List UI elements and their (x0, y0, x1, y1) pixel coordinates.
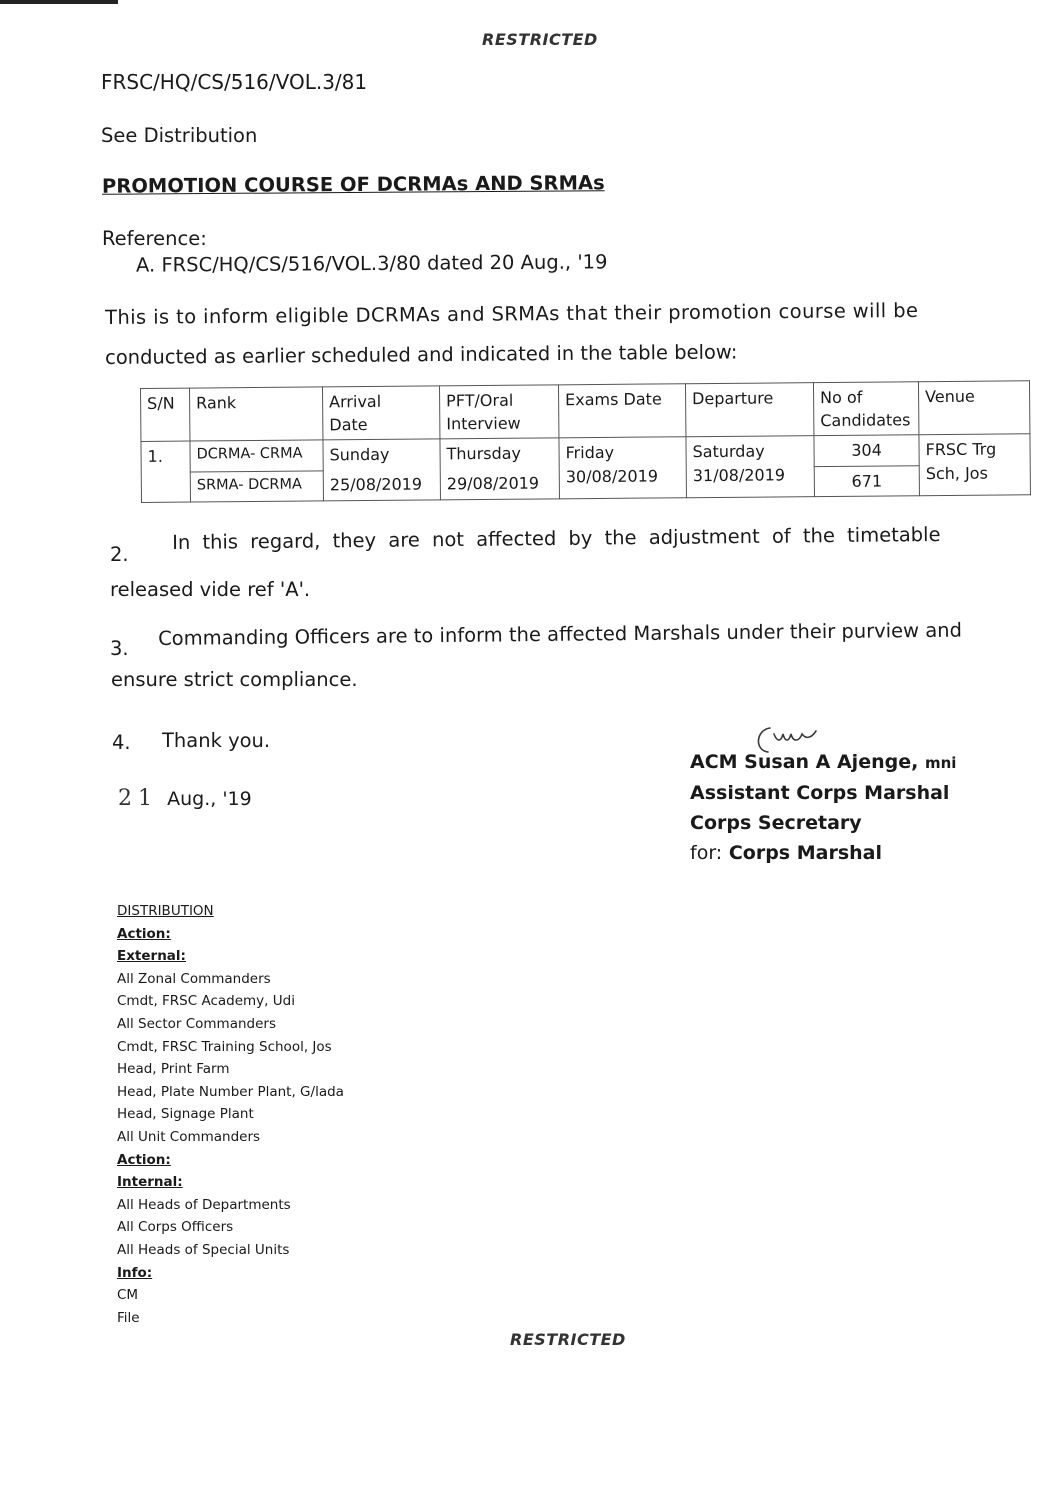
signatory-for-value: Corps Marshal (728, 842, 882, 864)
cell-sn: 1. (141, 441, 191, 502)
signatory-for-label: for: (690, 842, 723, 864)
cell-rank-1: DCRMA- CRMA (190, 440, 323, 471)
header-candidates (813, 382, 918, 436)
signatory-name: ACM Susan A Ajenge, (690, 751, 919, 773)
distribution-list (117, 900, 344, 1329)
cell-departure-date: 31/08/2019 (692, 464, 786, 485)
header-pft-line2: Interview (446, 413, 521, 434)
list-item: All Unit Commanders (117, 1128, 261, 1145)
table-header-row (141, 381, 1030, 442)
intro-line-2: conducted as earlier scheduled and indicated in the table below: (105, 340, 738, 369)
paragraph-4-number: 4. (112, 731, 131, 754)
cell-candidates-1: 304 (814, 435, 919, 466)
cell-exams-day: Friday (565, 443, 615, 463)
header-pft (439, 385, 558, 439)
signatory-name-line (690, 747, 956, 778)
cell-pft-date: 29/08/2019 (446, 473, 540, 493)
header-candidates-line1: No of (820, 387, 863, 408)
header-sn: S/N (141, 388, 190, 442)
distribution-info-label: Info: (117, 1264, 153, 1281)
cell-arrival (323, 439, 441, 500)
subject-heading: PROMOTION COURSE OF DCRMAs AND SRMAs (101, 171, 605, 198)
cell-departure (686, 436, 815, 497)
intro-line-1: This is to inform eligible DCRMAs and SRMAs that their promotion course will be (105, 298, 919, 329)
header-arrival (322, 386, 439, 440)
header-pft-line1: PFT/Oral (446, 390, 514, 411)
signatory-title: Corps Secretary (690, 812, 862, 834)
cell-arrival-date: 25/08/2019 (329, 474, 423, 494)
list-item: All Sector Commanders (117, 1015, 276, 1032)
paragraph-2-line-2: released vide ref 'A'. (110, 578, 311, 601)
paragraph-2-number: 2. (110, 543, 129, 566)
paragraph-3-line-2: ensure strict compliance. (111, 668, 358, 691)
header-arrival-line2: Date (329, 415, 368, 435)
header-arrival-line1: Arrival (329, 391, 382, 412)
header-classification: RESTRICTED (482, 30, 598, 49)
reference-number: FRSC/HQ/CS/516/VOL.3/81 (101, 70, 368, 94)
cell-pft (440, 438, 560, 499)
reference-label: Reference: (102, 227, 207, 250)
cell-exams-date: 30/08/2019 (565, 466, 659, 486)
paragraph-4-text: Thank you. (162, 729, 271, 752)
footer-classification: RESTRICTED (510, 1330, 626, 1349)
list-item: Head, Signage Plant (117, 1106, 254, 1123)
date-month-year: Aug., '19 (167, 788, 252, 810)
distribution-external-label: External: (117, 948, 186, 965)
signatory-for-line (690, 838, 956, 868)
list-item: CM (117, 1287, 139, 1304)
header-candidates-line2: Candidates (820, 410, 911, 431)
header-exams: Exams Date (558, 384, 685, 438)
cell-rank-2: SRMA- DCRMA (190, 470, 323, 501)
cell-pft-day: Thursday (446, 444, 522, 464)
cell-candidates-2: 671 (814, 465, 919, 496)
header-venue: Venue (918, 381, 1029, 435)
date-day-handwritten: 21 (118, 786, 158, 811)
list-item: All Heads of Departments (117, 1196, 291, 1213)
cell-venue (919, 434, 1031, 495)
list-item: All Zonal Commanders (117, 970, 271, 987)
list-item: Cmdt, FRSC Training School, Jos (117, 1038, 332, 1055)
distribution-title: DISTRIBUTION (117, 903, 214, 919)
list-item: Cmdt, FRSC Academy, Udi (117, 993, 295, 1010)
cell-venue-line1: FRSC Trg (925, 439, 997, 460)
signature-block (690, 747, 956, 868)
header-rank: Rank (190, 387, 323, 442)
scan-edge-mark (0, 0, 118, 4)
header-departure: Departure (685, 383, 813, 437)
distribution-internal-label: Internal: (117, 1174, 183, 1191)
distribution-action-label: Action: (117, 925, 171, 942)
cell-departure-day: Saturday (692, 441, 765, 462)
cell-venue-line2: Sch, Jos (925, 463, 988, 483)
list-item: All Corps Officers (117, 1219, 234, 1236)
letter-date (118, 786, 252, 811)
paragraph-3-number: 3. (110, 637, 129, 660)
paragraph-2-line-1: In this regard, they are not affected by the adjustment of the timetable (172, 522, 941, 554)
cell-exams (559, 437, 687, 498)
course-schedule-table (140, 380, 1031, 503)
cell-arrival-day: Sunday (329, 445, 390, 465)
list-item: File (117, 1309, 140, 1326)
list-item: Head, Print Farm (117, 1061, 230, 1078)
signatory-suffix: mni (924, 754, 957, 772)
list-item: All Heads of Special Units (117, 1241, 290, 1258)
distribution-action-label-2: Action: (117, 1151, 171, 1168)
addressee: See Distribution (101, 124, 258, 147)
paragraph-3-line-1: Commanding Officers are to inform the affected Marshals under their purview and (158, 618, 963, 650)
reference-item: A. FRSC/HQ/CS/516/VOL.3/80 dated 20 Aug., '19 (135, 250, 608, 277)
list-item: Head, Plate Number Plant, G/lada (117, 1083, 344, 1100)
signatory-rank: Assistant Corps Marshal (690, 782, 950, 804)
